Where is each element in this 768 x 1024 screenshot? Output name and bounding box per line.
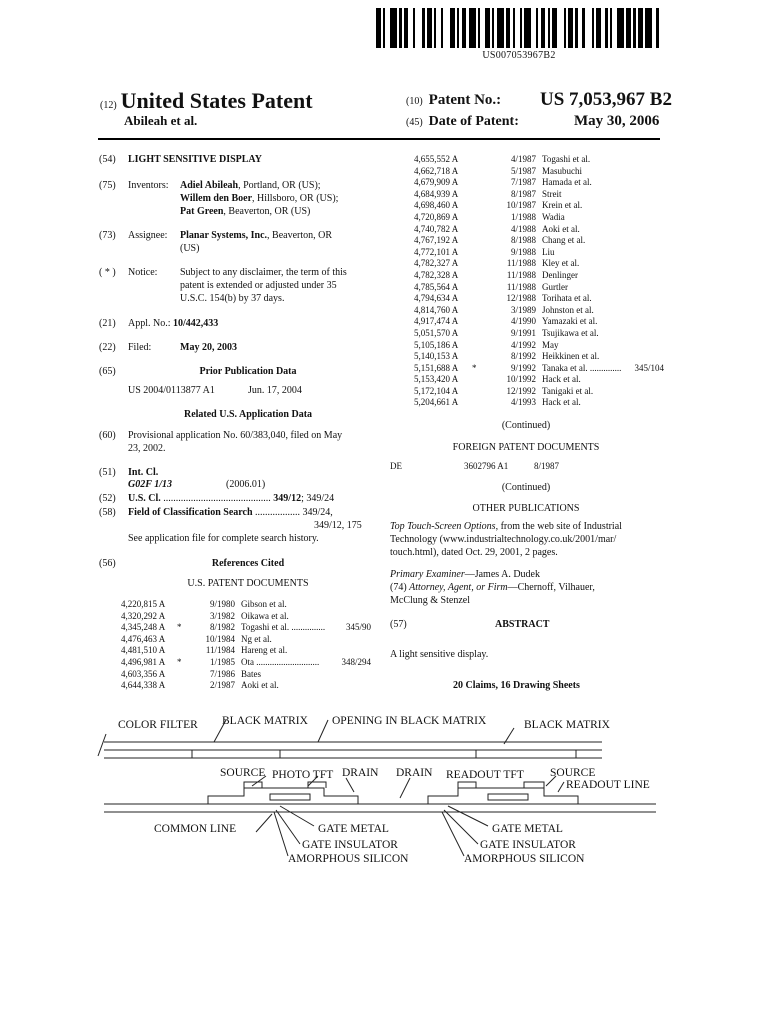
- reference-n: 5,172,104 A: [414, 385, 459, 396]
- reference-n: 5,153,420 A: [414, 374, 459, 385]
- barcode-bar: [415, 8, 422, 48]
- reference-who: Torihata et al.: [542, 293, 592, 304]
- reference-row: [121, 634, 371, 646]
- reference-k: [472, 374, 494, 386]
- reference-who: Hamada et al.: [542, 177, 592, 188]
- reference-d: 4/1990: [510, 316, 536, 327]
- reference-k: [472, 200, 494, 212]
- reference-who: Gurtler: [542, 281, 568, 292]
- inventors-label: Inventors:: [128, 180, 169, 191]
- reference-k: [472, 293, 494, 305]
- date-of-patent-row: [406, 114, 519, 130]
- notice-code: ( * ): [99, 267, 116, 278]
- other-pub-line-2: Technology (www.industrialtechnology.co.uk/2001/mar/: [390, 534, 617, 545]
- reference-k: [472, 224, 494, 236]
- notice-line-2: patent is extended or adjusted under 35: [180, 280, 337, 291]
- reference-who: Johnston et al.: [542, 304, 594, 315]
- reference-who: Oikawa et al.: [241, 610, 289, 621]
- us-refs-list: [121, 599, 371, 692]
- reference-d: 2/1987: [209, 680, 235, 691]
- date-value: May 30, 2006: [574, 113, 660, 129]
- label-black-matrix-2: BLACK MATRIX: [524, 719, 610, 731]
- reference-k: *: [472, 362, 477, 373]
- foreign-heading: FOREIGN PATENT DOCUMENTS: [452, 442, 600, 453]
- document-type-heading: [100, 88, 313, 113]
- foreign-country: DE: [390, 461, 402, 471]
- label-readout-tft: READOUT TFT: [446, 769, 524, 781]
- notice-line-3: U.S.C. 154(b) by 37 days.: [180, 293, 285, 304]
- inventor-1: Adiel Abileah, Portland, OR (US);: [180, 180, 321, 191]
- barcode-bar: [645, 8, 652, 48]
- prov-line-2: 23, 2002.: [128, 443, 166, 454]
- label-color-filter: COLOR FILTER: [118, 719, 198, 731]
- reference-who: Hack et al.: [542, 374, 581, 385]
- patent-title: LIGHT SENSITIVE DISPLAY: [128, 154, 262, 165]
- reference-d: 8/1992: [510, 351, 536, 362]
- label-gate-insulator-1: GATE INSULATOR: [302, 839, 398, 851]
- reference-d: 8/1982: [209, 622, 235, 633]
- reference-who: Hack et al.: [542, 397, 581, 408]
- intcl-label: Int. Cl.: [128, 467, 159, 478]
- reference-row: [121, 669, 371, 681]
- filed-code: (22): [99, 342, 116, 353]
- intcl-code: (51): [99, 467, 116, 478]
- reference-d: 9/1980: [209, 599, 235, 609]
- reference-k: *: [177, 622, 182, 633]
- other-pub-line-1: Top Touch-Screen Options, from the web site of Industrial: [390, 521, 622, 532]
- barcode-bar: [617, 8, 624, 48]
- reference-d: 9/1988: [510, 246, 536, 257]
- reference-n: 4,720,869 A: [414, 211, 459, 222]
- assignee-label: Assignee:: [128, 230, 168, 241]
- reference-row: [414, 363, 664, 375]
- reference-d: 9/1992: [510, 362, 536, 373]
- patent-no-label: Patent No.:: [428, 92, 502, 108]
- reference-n: 4,698,460 A: [414, 200, 459, 211]
- reference-who: Bates: [241, 668, 261, 679]
- reference-row: [414, 293, 664, 305]
- reference-d: 5/1987: [510, 165, 536, 176]
- reference-row: [414, 305, 664, 317]
- inventors-code: (75): [99, 180, 116, 191]
- field-line-2: 349/12, 175: [314, 520, 362, 531]
- date-label: Date of Patent:: [428, 114, 519, 129]
- prior-date: Jun. 17, 2004: [248, 385, 302, 396]
- reference-row: [414, 200, 664, 212]
- reference-k: [472, 212, 494, 224]
- reference-who: Aoki et al.: [542, 223, 580, 234]
- prov-line-1: Provisional application No. 60/383,040, filed on May: [128, 430, 343, 441]
- assignee-line-1: Planar Systems, Inc., Beaverton, OR: [180, 230, 333, 241]
- reference-k: [177, 645, 197, 657]
- reference-row: [414, 247, 664, 259]
- reference-k: [472, 235, 494, 247]
- foreign-number: 3602796 A1: [464, 461, 509, 471]
- attorney-line-2: McClung & Stenzel: [390, 595, 470, 606]
- reference-d: 1/1985: [209, 656, 235, 667]
- notice-line-1: Subject to any disclaimer, the term of this: [180, 267, 347, 278]
- reference-k: [472, 177, 494, 189]
- patent-no-code: (10): [406, 96, 423, 107]
- reference-who: Heikkinen et al.: [542, 351, 600, 362]
- reference-row: [121, 611, 371, 623]
- reference-n: 4,772,101 A: [414, 246, 459, 257]
- reference-who: Ota ............................: [241, 656, 320, 667]
- reference-d: 4/1992: [510, 339, 536, 350]
- reference-n: 5,140,153 A: [414, 351, 459, 362]
- reference-who: Masubuchi: [542, 165, 582, 176]
- reference-d: 1/1988: [510, 211, 536, 222]
- reference-row: [414, 189, 664, 201]
- filed-label: Filed:: [128, 342, 152, 353]
- reference-n: 4,644,338 A: [121, 680, 166, 691]
- filed-value: May 20, 2003: [180, 342, 237, 353]
- reference-row: [121, 645, 371, 657]
- reference-who: Togashi et al. ...............: [241, 622, 326, 633]
- barcode-bar: [469, 8, 476, 48]
- label-gate-insulator-2: GATE INSULATOR: [480, 839, 576, 851]
- reference-row: [414, 154, 664, 166]
- label-amorphous-1: AMORPHOUS SILICON: [288, 853, 409, 865]
- date-code: (45): [406, 117, 423, 128]
- reference-k: [472, 282, 494, 294]
- reference-d: 10/1992: [506, 374, 536, 385]
- reference-k: [472, 154, 494, 166]
- reference-k: [472, 397, 494, 409]
- prior-heading: Prior Publication Data: [199, 366, 297, 377]
- appl-code: (21): [99, 318, 116, 329]
- abstract-heading: ABSTRACT: [495, 619, 550, 630]
- reference-d: 10/1987: [506, 200, 536, 211]
- reference-n: 4,655,552 A: [414, 154, 459, 164]
- reference-d: 8/1988: [510, 235, 536, 246]
- reference-who: Yamazaki et al.: [542, 316, 598, 327]
- patent-number-row: [406, 92, 501, 109]
- field-code: (58): [99, 507, 116, 518]
- reference-n: 4,785,564 A: [414, 281, 459, 292]
- primary-examiner: Primary Examiner—James A. Dudek: [390, 569, 540, 580]
- reference-who: Togashi et al.: [542, 154, 591, 164]
- abstract-code: (57): [390, 619, 407, 630]
- reference-d: 11/1984: [205, 645, 235, 656]
- inventor-3: Pat Green, Beaverton, OR (US): [180, 206, 311, 217]
- reference-n: 4,662,718 A: [414, 165, 459, 176]
- reference-who: Tanaka et al. ..............: [542, 362, 622, 373]
- reference-n: 4,320,292 A: [121, 610, 166, 621]
- reference-row: [414, 316, 664, 328]
- intcl-class: G02F 1/13: [128, 479, 172, 490]
- label-opening: OPENING IN BLACK MATRIX: [332, 715, 487, 727]
- reference-n: 4,679,909 A: [414, 177, 459, 188]
- reference-n: 5,151,688 A: [414, 362, 459, 373]
- reference-row: [414, 340, 664, 352]
- reference-k: [472, 189, 494, 201]
- reference-who: Tanigaki et al.: [542, 385, 594, 396]
- reference-who: May: [542, 339, 559, 350]
- reference-k: [472, 258, 494, 270]
- kind-code-12: (12): [100, 100, 117, 111]
- reference-n: 4,794,634 A: [414, 293, 459, 304]
- reference-k: [472, 340, 494, 352]
- reference-cls: 345/104: [634, 362, 664, 373]
- reference-n: 5,105,186 A: [414, 339, 459, 350]
- reference-d: 12/1988: [506, 293, 536, 304]
- reference-row: [414, 386, 664, 398]
- reference-k: [177, 611, 197, 623]
- reference-d: 7/1987: [510, 177, 536, 188]
- reference-d: 4/1988: [510, 223, 536, 234]
- label-common-line: COMMON LINE: [154, 823, 237, 835]
- reference-n: 4,476,463 A: [121, 633, 166, 644]
- refs-code: (56): [99, 558, 116, 569]
- reference-row: [121, 680, 371, 692]
- barcode: [376, 8, 662, 48]
- uscl-code: (52): [99, 493, 116, 504]
- reference-who: Ng et al.: [241, 633, 272, 644]
- reference-row: [414, 166, 664, 178]
- label-gate-metal-1: GATE METAL: [318, 823, 389, 835]
- claims-line: 20 Claims, 16 Drawing Sheets: [453, 680, 580, 691]
- barcode-bar: [557, 8, 564, 48]
- right-refs-list: [414, 154, 664, 409]
- reference-d: 11/1988: [506, 269, 536, 280]
- related-heading: Related U.S. Application Data: [183, 409, 313, 420]
- continued-2: (Continued): [501, 482, 551, 493]
- reference-n: 4,740,782 A: [414, 223, 459, 234]
- reference-n: 4,782,328 A: [414, 269, 459, 280]
- reference-k: [177, 599, 197, 611]
- reference-k: [472, 351, 494, 363]
- reference-k: [472, 305, 494, 317]
- label-drain-2: DRAIN: [396, 767, 433, 779]
- reference-who: Kley et al.: [542, 258, 580, 269]
- cross-section-diagram: [96, 706, 668, 876]
- barcode-bar: [659, 8, 661, 48]
- reference-d: 7/1986: [209, 668, 235, 679]
- field-row: Field of Classification Search .................. 349/24,: [128, 507, 333, 518]
- reference-cls: 345/90: [345, 622, 371, 633]
- abstract-text: A light sensitive display.: [390, 649, 489, 660]
- reference-k: [177, 669, 197, 681]
- reference-row: [414, 374, 664, 386]
- reference-d: 10/1984: [205, 633, 235, 644]
- reference-n: 5,051,570 A: [414, 327, 459, 338]
- reference-row: [414, 235, 664, 247]
- reference-k: [472, 316, 494, 328]
- reference-k: [472, 386, 494, 398]
- reference-d: 4/1993: [510, 397, 536, 408]
- reference-n: 4,767,192 A: [414, 235, 459, 246]
- reference-n: 4,782,327 A: [414, 258, 459, 269]
- reference-n: 4,917,474 A: [414, 316, 459, 327]
- other-pub-line-3: touch.html), dated Oct. 29, 2001, 2 pages.: [390, 547, 558, 558]
- patent-drawing: [96, 706, 668, 876]
- reference-who: Krein et al.: [542, 200, 583, 211]
- header-rule: [98, 138, 660, 140]
- reference-n: 4,220,815 A: [121, 599, 166, 609]
- barcode-bar: [585, 8, 592, 48]
- reference-k: *: [177, 656, 182, 667]
- us-docs-heading: U.S. PATENT DOCUMENTS: [187, 578, 309, 589]
- label-drain-1: DRAIN: [342, 767, 379, 779]
- barcode-bar: [443, 8, 450, 48]
- label-black-matrix-1: BLACK MATRIX: [222, 715, 308, 727]
- reference-row: [414, 328, 664, 340]
- appl-row: Appl. No.: 10/442,433: [128, 318, 219, 329]
- reference-d: 11/1988: [506, 258, 536, 269]
- reference-d: 4/1987: [510, 154, 536, 164]
- reference-n: 4,814,760 A: [414, 304, 459, 315]
- inventor-short: Abileah et al.: [124, 113, 198, 128]
- reference-cls: 348/294: [341, 656, 371, 667]
- reference-who: Chang et al.: [542, 235, 586, 246]
- reference-k: [177, 634, 197, 646]
- reference-who: Aoki et al.: [241, 680, 279, 691]
- label-gate-metal-2: GATE METAL: [492, 823, 563, 835]
- label-readout-line: READOUT LINE: [566, 779, 650, 791]
- reference-d: 8/1987: [510, 188, 536, 199]
- inventor-2: Willem den Boer, Hillsboro, OR (US);: [180, 193, 339, 204]
- reference-k: [472, 328, 494, 340]
- attorney-line-1: (74) Attorney, Agent, or Firm—Chernoff, Vilhauer,: [390, 582, 595, 593]
- reference-row: [414, 177, 664, 189]
- field-note: See application file for complete search history.: [128, 533, 319, 544]
- label-source-1: SOURCE: [220, 767, 266, 779]
- document-type: United States Patent: [120, 88, 313, 113]
- continued-1: (Continued): [501, 420, 551, 431]
- intcl-version: (2006.01): [226, 479, 266, 490]
- reference-row: [414, 212, 664, 224]
- reference-n: 4,684,939 A: [414, 188, 459, 199]
- barcode-bar: [524, 8, 531, 48]
- uscl-row: U.S. Cl. ........................................... 349/12; 349/24: [128, 493, 335, 504]
- prior-code: (65): [99, 366, 116, 377]
- reference-who: Streit: [542, 188, 562, 199]
- foreign-date: 8/1987: [534, 461, 560, 471]
- barcode-bar: [390, 8, 397, 48]
- reference-n: 4,603,356 A: [121, 668, 166, 679]
- publication-number: US007053967B2: [482, 50, 556, 61]
- reference-who: Hareng et al.: [241, 645, 288, 656]
- reference-d: 3/1989: [510, 304, 536, 315]
- reference-row: [121, 599, 371, 611]
- reference-who: Wadia: [542, 211, 565, 222]
- reference-who: Gibson et al.: [241, 599, 287, 609]
- reference-k: [472, 270, 494, 282]
- reference-row: [121, 622, 371, 634]
- reference-row: [414, 224, 664, 236]
- reference-d: 12/1992: [506, 385, 536, 396]
- reference-n: 4,481,510 A: [121, 645, 166, 656]
- reference-n: 4,345,248 A: [121, 622, 166, 633]
- reference-row: [414, 258, 664, 270]
- reference-row: [414, 397, 664, 409]
- barcode-bar: [497, 8, 504, 48]
- other-heading: OTHER PUBLICATIONS: [472, 503, 580, 514]
- reference-d: 11/1988: [506, 281, 536, 292]
- reference-who: Tsujikawa et al.: [542, 327, 599, 338]
- reference-row: [414, 282, 664, 294]
- prov-code: (60): [99, 430, 116, 441]
- reference-k: [472, 247, 494, 259]
- notice-label: Notice:: [128, 267, 158, 278]
- reference-d: 3/1982: [209, 610, 235, 621]
- reference-row: [414, 270, 664, 282]
- label-source-2: SOURCE: [550, 767, 596, 779]
- reference-n: 4,496,981 A: [121, 656, 166, 667]
- reference-k: [472, 166, 494, 178]
- reference-n: 5,204,661 A: [414, 397, 459, 408]
- reference-who: Liu: [542, 246, 555, 257]
- reference-d: 9/1991: [510, 327, 536, 338]
- refs-heading: References Cited: [211, 558, 285, 569]
- reference-k: [177, 680, 197, 692]
- reference-row: [121, 657, 371, 669]
- prior-number: US 2004/0113877 A1: [128, 385, 215, 396]
- title-code: (54): [99, 154, 116, 165]
- patent-no-value: US 7,053,967 B2: [540, 89, 672, 110]
- label-photo-tft: PHOTO TFT: [272, 769, 334, 781]
- assignee-code: (73): [99, 230, 116, 241]
- reference-who: Denlinger: [542, 269, 578, 280]
- reference-row: [414, 351, 664, 363]
- label-amorphous-2: AMORPHOUS SILICON: [464, 853, 585, 865]
- assignee-line-2: (US): [180, 243, 200, 254]
